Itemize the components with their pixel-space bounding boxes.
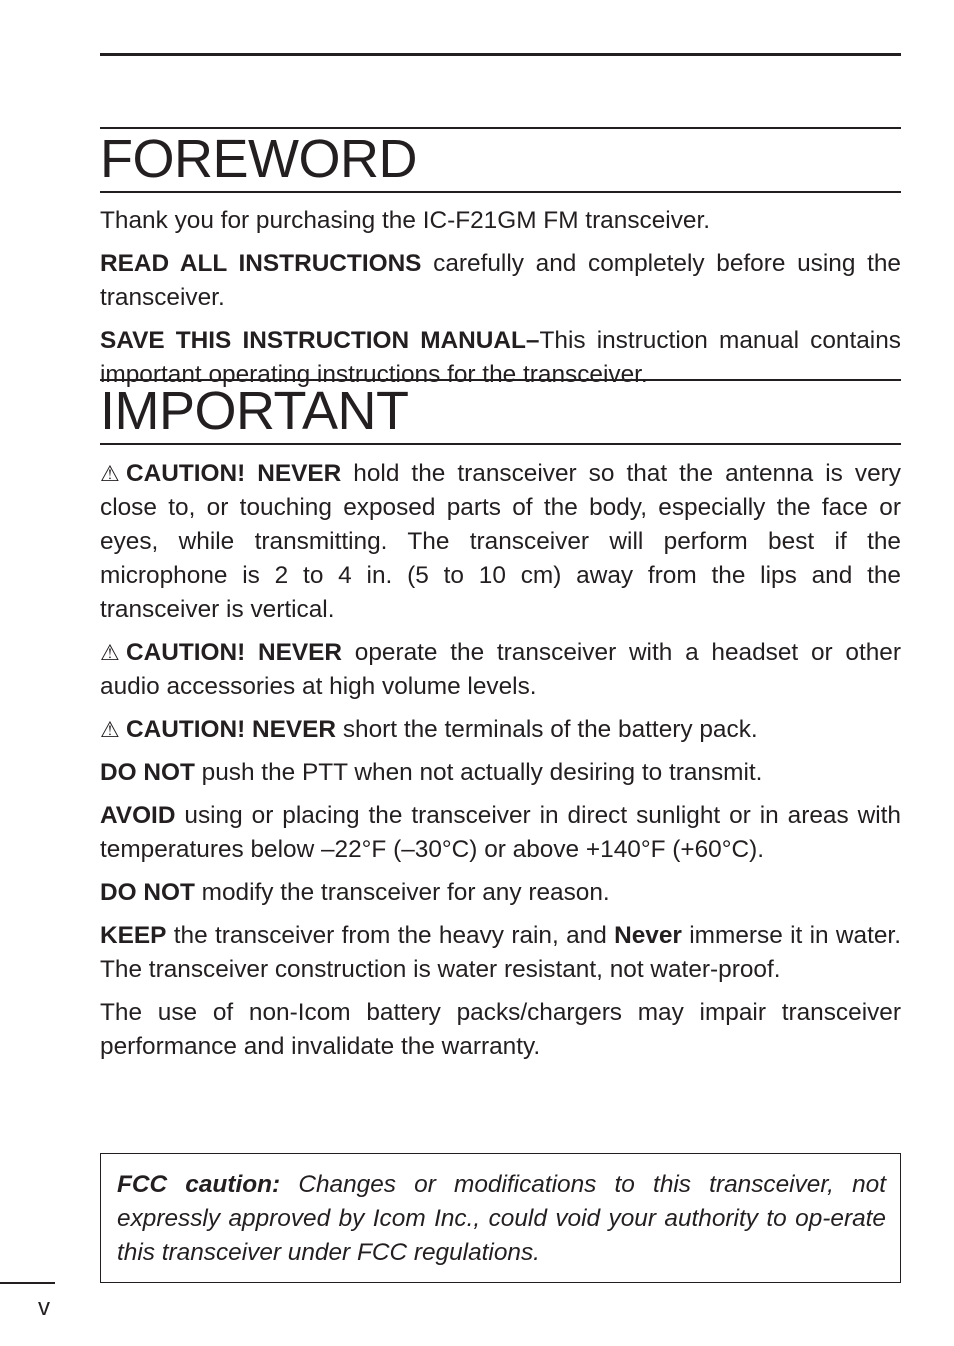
item-keyword: AVOID — [100, 802, 176, 829]
important-item-5 — [100, 799, 901, 867]
important-item-1 — [100, 457, 901, 627]
item-text: operate the transceiver with a headset or other audio accessories at high volume levels. — [100, 639, 901, 700]
important-item-8 — [100, 996, 901, 1064]
item-keyword: DO NOT — [100, 759, 195, 786]
item-keyword: CAUTION! NEVER — [126, 460, 342, 487]
item-text: hold the transceiver so that the antenna is very close to, or touching exposed parts of the body, especially the face or eyes, while transmitting. The transceiver will perform best if the microphone is 2 to 4 in. (5 to 10 cm) away from the lips and the transceiver is vertical. — [100, 460, 901, 623]
foreword-body — [100, 204, 901, 401]
item-text: the transceiver from the heavy rain, and — [166, 922, 615, 949]
important-heading: IMPORTANT — [100, 379, 901, 445]
fcc-caution-text: Changes or modifications to this transceiver, not expressly approved by Icom Inc., could void your authority to op-erate this transceiver under FCC regulations. — [117, 1171, 886, 1266]
item-keyword: KEEP — [100, 922, 167, 949]
top-rule — [100, 53, 901, 56]
important-item-4 — [100, 756, 901, 790]
read-all-instructions: READ ALL INSTRUCTIONS — [100, 250, 422, 277]
important-item-6 — [100, 876, 901, 910]
foreword-thanks-text: Thank you for purchasing the IC-F21GM FM transceiver. — [100, 207, 711, 234]
save-manual-text: This instruction manual contains important operating instructions for the transceiver. — [100, 327, 901, 388]
important-item-2 — [100, 636, 901, 704]
item-keyword: CAUTION! NEVER — [126, 639, 343, 666]
page-number: v — [38, 1294, 50, 1321]
warning-triangle-icon: ⚠ — [100, 461, 120, 486]
fcc-caution-box — [100, 1153, 901, 1283]
item-keyword: CAUTION! NEVER — [126, 716, 337, 743]
foreword-paragraph-1 — [100, 204, 901, 238]
warning-triangle-icon: ⚠ — [100, 717, 120, 742]
item-text: modify the transceiver for any reason. — [194, 879, 610, 906]
important-item-7 — [100, 919, 901, 987]
item-text: short the terminals of the battery pack. — [336, 716, 758, 743]
item-text: The use of non-Icom battery packs/chargers may impair transceiver performance and invalidate the warranty. — [100, 999, 901, 1060]
item-text: push the PTT when not actually desiring to transmit. — [194, 759, 763, 786]
item-keyword-2: Never — [614, 922, 682, 949]
save-manual-label: SAVE THIS INSTRUCTION MANUAL– — [100, 327, 540, 354]
read-all-text: carefully and completely before using the transceiver. — [100, 250, 901, 311]
fcc-caution-label: FCC caution: — [117, 1171, 281, 1198]
foreword-paragraph-2 — [100, 247, 901, 315]
foreword-heading: FOREWORD — [100, 127, 901, 193]
warning-triangle-icon: ⚠ — [100, 640, 120, 665]
important-body — [100, 457, 901, 1073]
important-item-3 — [100, 713, 901, 747]
item-keyword: DO NOT — [100, 879, 195, 906]
item-text: using or placing the transceiver in direct sunlight or in areas with temperatures below –22°F (–30°C) or above +140°F (+60°C). — [100, 802, 901, 863]
page-number-rule — [0, 1282, 55, 1284]
item-text-2: immerse it in water. The transceiver construction is water resistant, not water-proof. — [100, 922, 901, 983]
